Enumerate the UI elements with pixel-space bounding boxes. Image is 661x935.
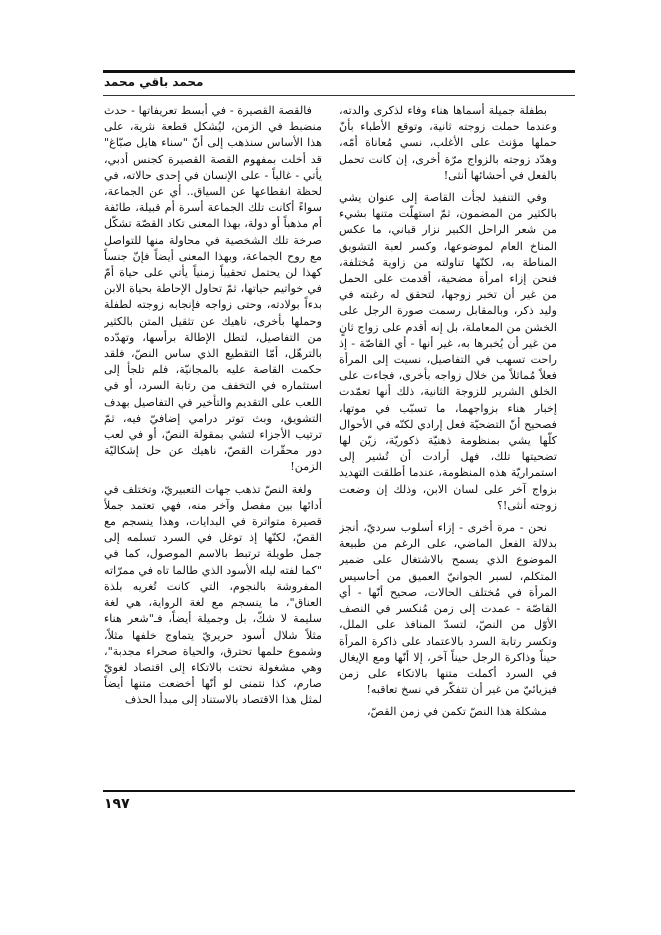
header-rule-thin: [103, 95, 575, 96]
paragraph: فالقصة القصيرة - في أبسط تعريفاتها - حدث منضبط في الزمن، ليُشكل قطعة نثرية، على هذا الأساس سنذهب إلى أنّ "سناء هايل صبّاغ" قد أخلت بمفهوم القصة القصيرة كجنس أدبي، يأتي - غالباً - على الإنسان في إحدى حالاته، في لحظة انقطاعها عن السياق.. أي عن الجماعة، سواءً أكانت تلك الجماعة أسرة أم قبيلة، طائفة أم مذهباً أو دولة، بهذا المعنى تكاد القصّة تشكّل صرخة تلك الشخصية في محاولة منها للتواصل مع روح الجماعة، وبهذا المعنى أيضاً فإنّ جنساً كهذا لن يحتمل تحقيباً زمنياً يأتي على حياة أمّ في خواتيم حياتها، ثمّ تحاول الإحاطة بحياة الابن بدءاً بولادته، وحتى زواجه فإنجابه زوجته لطفلة وحملها بأخرى، ناهيك عن تثقيل المتن بالكثير من التفاصيل، لتطل الإطالة برأسها، وتهدّده بالترهّل، أمّا التقطيع الذي ساس النصّ، فلقد حكمت القاصة عليه بالمجانيّة، فلم تلجأ إلى استثماره في التخفف من رتابة السرد، أو في اللعب على التقديم والتأخير في التفاصيل بهدف التشويق، وبث توتر درامي إضافيّ فيه، ثمّ ترتيب الأجزاء لتشي بمقولة النصّ، أو في لعب دور محقّرات القصّ، ناهيك عن حل إشكاليّة الزمن!: [104, 104, 322, 474]
paragraph: ولغة النصّ تذهب جهات التعبيريّ، وتختلف في أدائها بين مفصل وآخر منه، فهي تعتمد جملاً قصيرة متواترة في البدايات، وهذا ينسجم مع القصّ، لكنّها إذ توغل في السرد تسلمه إلى جمل طويلة ترتبط بالاسم الموصول، كما في "كما لفته ليله الأسود الذي طالما تاه في ممرّاته المفروشة بالنجوم، التي كانت تُغريه بلذة العناق"، ما ينسجم مع لغة الرواية، هي لغة سليمة لا شكّ، بل وجميلة أيضاً، فـ"شعر هناء مثلاً شلال أسود حريريّ يتماوج خلفها مثلاً، وشموع حلمها تحترق، والحياة صحراء مجدبة"، وهي مشغولة نحتت بالاتكاء إلى اقتصاد لغويّ صارم، كذا نتمنى لو أنّها أخضعت متنها أيضاً لمثل هذا الاقتصاد بالاستناد إلى مبدأ الحذف: [104, 482, 322, 707]
page-number: ١٩٧: [104, 796, 130, 812]
author-name: محمد باقي محمد: [104, 75, 204, 89]
right-column: [339, 103, 557, 753]
paragraph: مشكلة هذا النصّ تكمن في زمن القصّ،: [366, 705, 547, 719]
paragraph: بطفلة جميلة أسماها هناء وفاء لذكرى والدته، وعندما حملت زوجته ثانية، وتوقع الأطباء بأنّ حملها مؤنث على الأغلب، نسي مُعاناة أمّه، وهدّد زوجته بالزواج مرّة أخرى، إن كانت تحمل بالفعل في أحشائها أنثى!: [339, 104, 557, 182]
left-column: [104, 103, 322, 753]
footer-rule: [103, 790, 575, 792]
paragraph: نحن - مرة أخرى - إزاء أسلوب سرديّ، أنجز بدلالة الفعل الماضي، على الرغم من طبيعة الموضوع الذي يسمح بالاشتغال على ضمير المتكلم، لسبر الجوانيّ العميق من أحاسيس المرأة في مُختلف الحالات، صحيح أنّها - أي القاصّة - عمدت إلى زمن مُنكسر في النصف الأوّل من النصّ، لتسدّ المنافذ على الملل، وتكسر رتابة السرد بالاعتماد على ذاكرة المرأة حيناً وذاكرة الرجل حيناً آخر، إلا أنّها ومع الإيغال في السرد أكملت متنها بالاتكاء على زمن فيزيائيّ من غير أن تتفكّر في نسخ تعاقبه!: [339, 521, 557, 697]
paragraph: وفي التنفيذ لجأت القاصة إلى عنوان يشي بالكثير من المضمون، ثمّ استهلّت متنها بشيء من شعر الراحل الكبير نزار قباني، ما عكس المناخ العام لموضوعها، وكسر لعبة التشويق المناطة به، لكنّها تناولته من زاوية مُختلفة، فنحن إزاء امرأة مضحية، أقدمت على الحمل من غير أن تخبر زوجها، لتحقق له رغبته في وليد ذكر، وبالمقابل رسمت صورة الرجل على الخشن من المعاملة، بل إنه أقدم على زواج ثانٍ من غير أن يُخبرها به، غير أنها - أي القاصّة - إذ راحت تسهب في التفاصيل، نسيت إلى المرأة فعلاً مُماثلاً من خلال زواجه بأخرى، فجاءت على الخلق الشرير للزوجة الثانية، ذلك أنها تعمّدت إخبار هناء بزواجهما، ما تسبّب في موتها، فصحيح أنّ التضحيّة فعل إرادي لكنّه في الأحوال كلّها يشي بمنظومة ذهنيّة ذكوريّة، زيّن لها تضحيتها تلك، فهل أرادت أن تُشير إلى استمراريّة هذه المنظومة، عندما أطلقت التهديد بزواج آخر على لسان الابن، وذلك إن وضعت زوجته أنثى!؟: [339, 191, 557, 512]
